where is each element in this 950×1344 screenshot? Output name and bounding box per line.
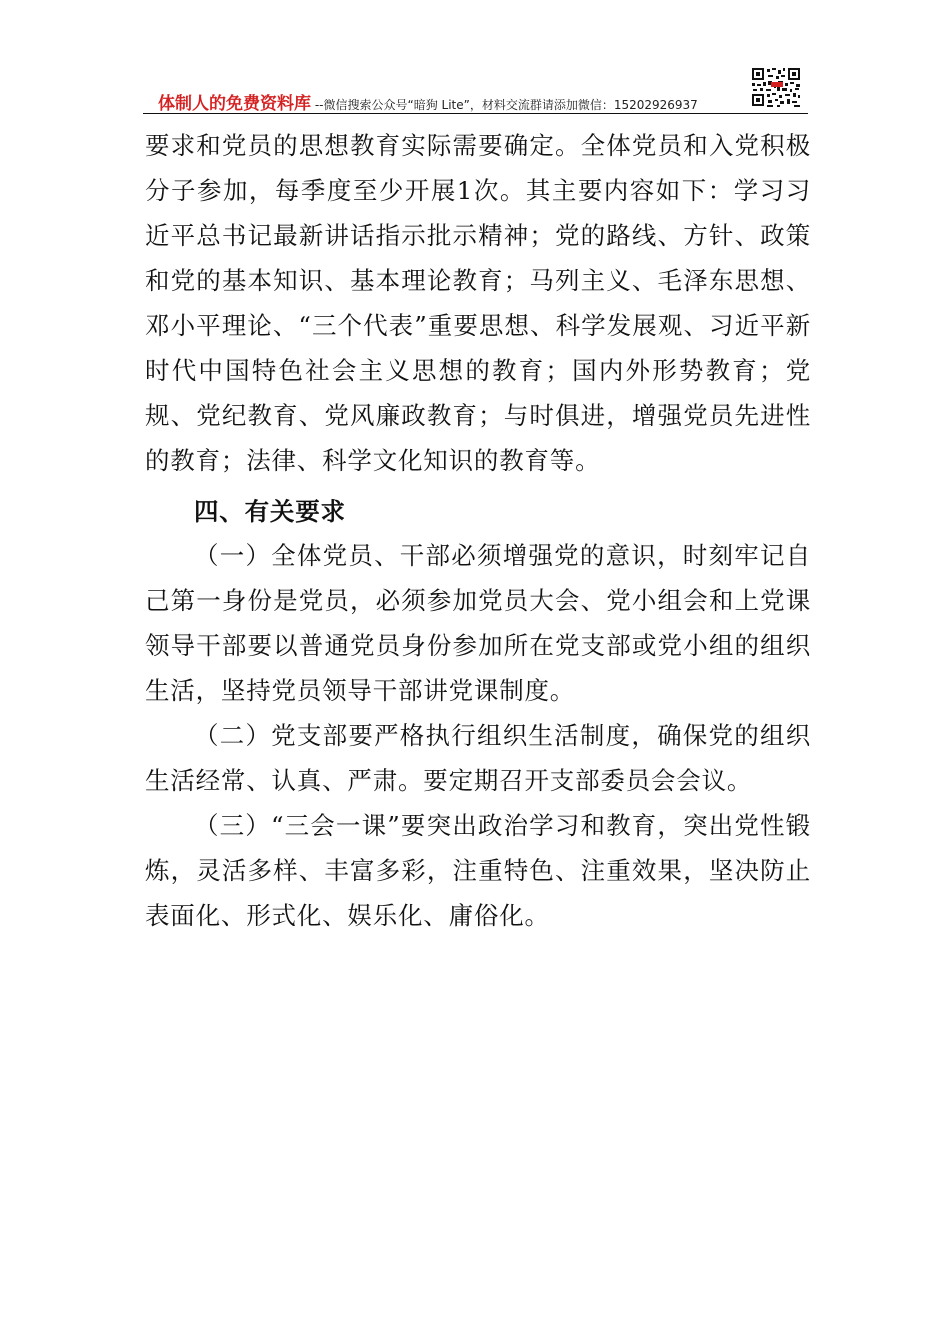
page-header — [143, 62, 808, 114]
continued-paragraph: 要求和党员的思想教育实际需要确定。全体党员和入党积极分子参加，每季度至少开展1次。其主要内容如下：学习习近平总书记最新讲话指示批示精神；党的路线、方针、政策和党的基本知识、基本理论教育；马列主义、毛泽东思想、邓小平理论、“三个代表”重要思想、科学发展观、习近平新时代中国特色社会主义思想的教育；国内外形势教育；党规、党纪教育、党风廉政教育；与时俱进，增强党员先进性的教育；法律、科学文化知识的教育等。 — [145, 131, 811, 475]
header-divider — [143, 113, 808, 114]
document-body — [145, 123, 811, 938]
header-line — [158, 89, 698, 114]
header-brand: 体制人的免费资料库 — [158, 94, 311, 114]
requirement-item-2: （二）党支部要严格执行组织生活制度，确保党的组织生活经常、认真、严肃。要定期召开支部委员会会议。 — [145, 721, 811, 795]
requirement-item-1: （一）全体党员、干部必须增强党的意识，时刻牢记自己第一身份是党员，必须参加党员大会、党小组会和上党课领导干部要以普通党员身份参加所在党支部或党小组的组织生活，坚持党员领导干部讲党课制度。 — [145, 541, 811, 705]
requirement-item-3: （三）“三会一课”要突出政治学习和教育，突出党性锻炼，灵活多样、丰富多彩，注重特色、注重效果，坚决防止表面化、形式化、娱乐化、庸俗化。 — [145, 811, 811, 930]
header-note: --微信搜索公众号“暗狗 Lite”，材料交流群请添加微信：15202926937 — [311, 98, 698, 112]
qr-code-icon — [750, 66, 802, 108]
section-heading: 四、有关要求 — [194, 497, 346, 526]
